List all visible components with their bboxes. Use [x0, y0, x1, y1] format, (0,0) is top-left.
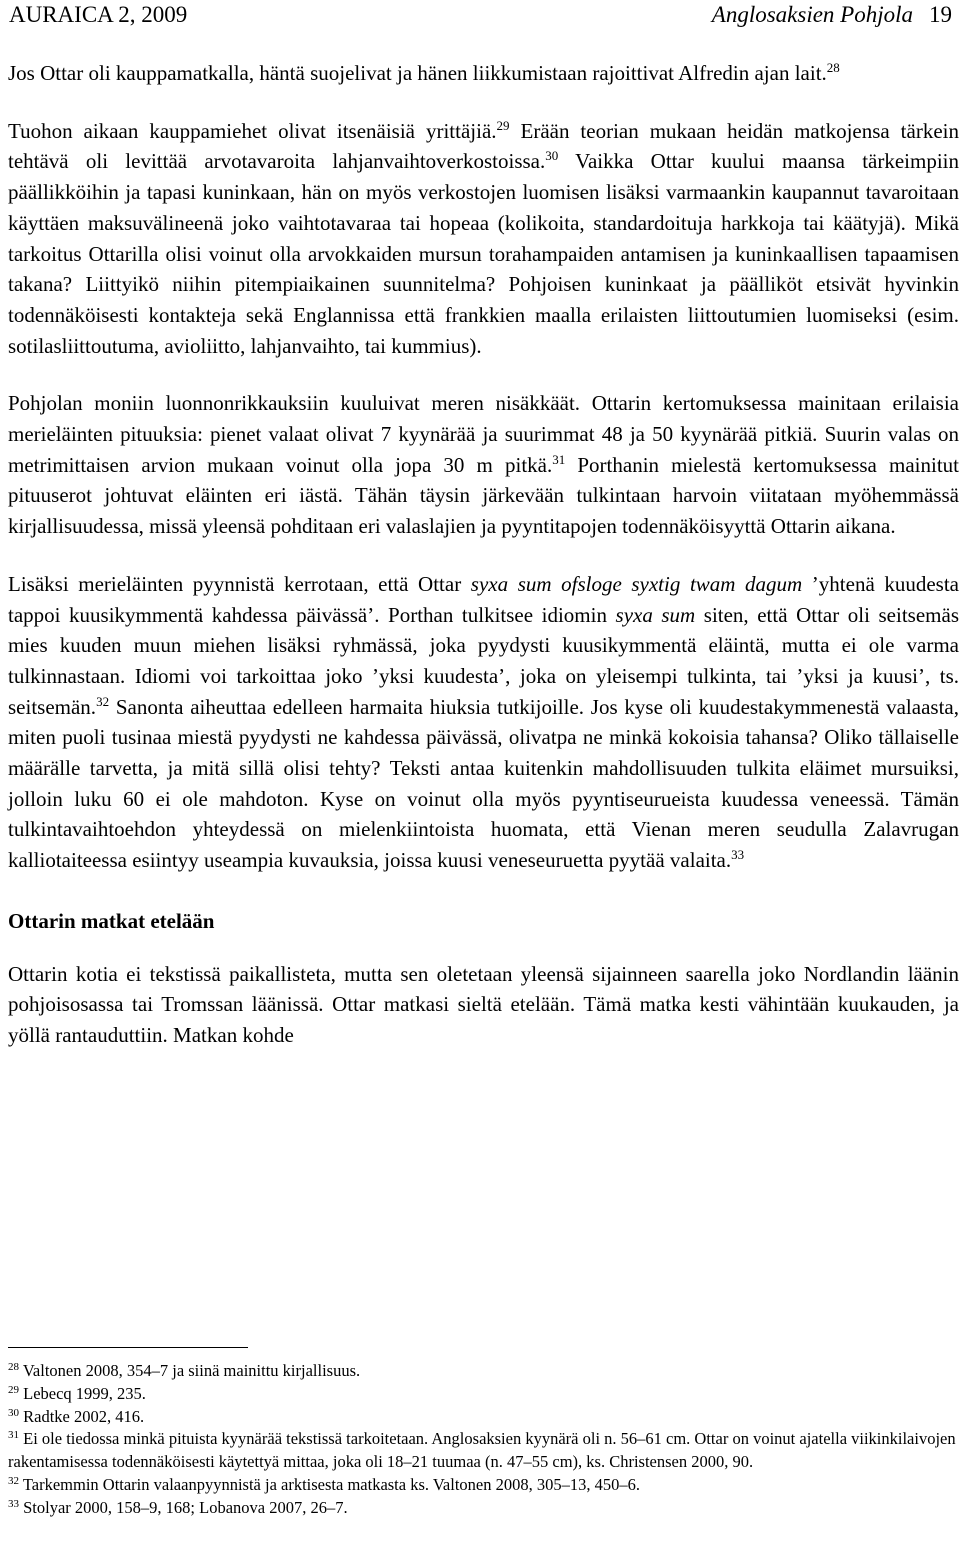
footnote	[8, 1474, 959, 1497]
footnote-number: 31	[8, 1429, 19, 1442]
text-run: Tuohon aikaan kauppamiehet olivat itsenäisiä yrittäjiä.	[8, 118, 497, 143]
text-run: Vaikka Ottar kuului maansa tärkeimpiin päällikköihin ja tapasi kuninkaan, hän on myös verkostojen luomisen lisäksi varmaankin kaupannut tavaroitaan käyttäen maksuvälineenä joko vaihtotavaraa tai hopeaa (kolikoita, standardoituja harkkoja tai käätyjä). Mikä tarkoitus Ottarilla olisi voinut olla arvokkaiden mursun torahampaiden antamisen ja kuninkaallisen tapaamisen takana? Liittyikö niihin pitempiaikainen suunnitelma? Pohjoisen kuninkaat ja päälliköt etsivät hyvinkin todennäköisesti kontakteja sekä Englannissa että frankkien maalla erilaisten liittoutumien luomiseksi (esim. sotilasliittoutuma, avioliitto, lahjanvaihto, tai kummius).	[8, 149, 959, 358]
footnote-text: Tarkemmin Ottarin valaanpyynnistä ja arktisesta matkasta ks. Valtonen 2008, 305–13, 450–6.	[22, 1474, 640, 1494]
paragraph	[8, 58, 959, 89]
text-run: Erään teorian mukaan heidän matkojensa tärkein tehtävä oli levittää arvotavaroita lahjanvaihtoverkostoissa.	[8, 118, 959, 174]
footnote-text: Ei ole tiedossa minkä pituista kyynärää tekstissä tarkoitetaan. Anglosaksien kyynärä oli n. 56–61 cm. Ottar on voinut ajatella viikinkilaivojen rakentamisessa todennäköisesti käytettyä mittaa, joka oli 18–21 tuumaa (n. 47–55 cm), ks. Christensen 2000, 90.	[8, 1429, 956, 1472]
text-run: Lisäksi merieläinten pyynnistä kerrotaan, että Ottar	[8, 571, 471, 596]
footnote-number: 28	[8, 1361, 19, 1373]
footnote-ref: 29	[496, 117, 510, 133]
journal-name: AURAICA 2, 2009	[9, 2, 188, 27]
footnote	[8, 1497, 959, 1520]
footnote-text: Stolyar 2000, 158–9, 168; Lobanova 2007, 26–7.	[23, 1497, 348, 1517]
footnotes	[8, 1360, 959, 1520]
text-run: Pohjolan moniin luonnonrikkauksiin kuuluivat meren nisäkkäät. Ottarin kertomuksessa mainitaan erilaisia merieläinten pituuksia: pienet valaat olivat 7 kyynärää ja suurimmat 48 ja 50 kyynärää pitkiä. Suurin valas on metrimittaisen arvion mukaan voinut olla jopa 30 m pitkä.	[8, 391, 959, 477]
text-run: Sanonta aiheuttaa edelleen harmaita hiuksia tutkijoille. Jos kyse oli kuudestakymmenestä valaasta, miten puoli tusinaa miestä pyydysti ne kahdessa päivässä, olivatpa ne minkä kokoisia tahansa? Oliko tällaiselle määrälle tarvetta, ja mitä sillä olisi tehty? Teksti antaa kuitenkin mahdollisuuden tulkita eläimet mursuiksi, jolloin luku 60 ei ole mahdoton. Kyse on voinut olla myös pyyntiseurueista kuudessa veneessä. Tämän tulkintavaihtoehdon yhteydessä on mielenkiintoista huomata, että Vienan meren seudulla Zalavrugan kalliotaiteessa esiintyy useampia kuvauksia, joissa kuusi veneseuruetta pyytää valaita.	[8, 694, 959, 873]
text-run: Jos Ottar oli kauppamatkalla, häntä suojelivat ja hänen liikkumistaan rajoittivat Alfredin ajan lait.	[8, 61, 827, 85]
footnote-text: Radtke 2002, 416.	[23, 1406, 145, 1426]
footnote-ref: 33	[731, 847, 745, 863]
footnote-number: 30	[8, 1406, 19, 1419]
footnote-number: 29	[8, 1383, 19, 1396]
footnote-rule	[8, 1347, 248, 1348]
footnote-ref: 31	[552, 451, 566, 467]
footnote	[8, 1360, 959, 1383]
footnote-ref: 32	[96, 693, 110, 709]
running-title: Anglosaksien Pohjola	[711, 2, 913, 27]
page-header	[9, 2, 952, 36]
footnote-text: Valtonen 2008, 354–7 ja siinä mainittu kirjallisuus.	[22, 1361, 361, 1380]
footnote	[8, 1383, 959, 1406]
header-right	[712, 2, 952, 28]
text-run: Porthanin mielestä kertomuksessa mainitut pituuserot johtuvat eläinten eri iästä. Tähän täysin järkevään tulkintaan harvoin viitataan myöhemmässä kirjallisuudessa, missä yleensä pohditaan eri valaslajien ja pyyntitapojen todennäköisyyttä Ottarin aikana.	[8, 452, 959, 539]
footnote-number: 32	[8, 1474, 19, 1487]
paragraph	[8, 388, 959, 542]
paragraph: Ottarin kotia ei tekstissä paikallisteta, mutta sen oletetaan yleensä sijainneen saarella joko Nordlandin läänin pohjoisosassa tai Tromssan läänissä. Ottar matkasi sieltä etelään. Tämä matka kesti vähintään kuukauden, ja yöllä rantauduttiin. Matkan kohde	[8, 961, 959, 1047]
section-heading: Ottarin matkat etelään	[8, 908, 215, 933]
text-run: siten, että Ottar oli seitsemäs mies kuuden muun miehen lisäksi ryhmässä, joka pyydysti kuusikymmentä eläintä, mutta ei ole varma tulkinnastaan. Idiomi voi tarkoittaa joko ’yksi kuudesta’, joka on yleisempi tulkinta, tai ’yksi ja kuusi’, ts. seitsemän.	[8, 602, 959, 719]
footnote	[8, 1406, 959, 1429]
italic-phrase: syxa sum ofsloge syxtig twam dagum	[470, 571, 803, 596]
page-number: 19	[929, 2, 952, 27]
paragraph	[8, 569, 959, 876]
footnote-text: Lebecq 1999, 235.	[23, 1383, 146, 1403]
footnote-ref: 28	[826, 60, 840, 75]
main-text	[8, 58, 959, 1051]
text-run: ’yhtenä kuudesta tappoi kuusikymmentä kahdessa päivässä’. Porthan tulkitsee idiomin	[8, 571, 959, 627]
italic-phrase: syxa sum	[615, 602, 696, 627]
footnote-ref: 30	[545, 148, 559, 164]
footnote-number: 33	[8, 1497, 19, 1510]
paragraph	[8, 116, 959, 362]
footnote	[8, 1428, 959, 1474]
